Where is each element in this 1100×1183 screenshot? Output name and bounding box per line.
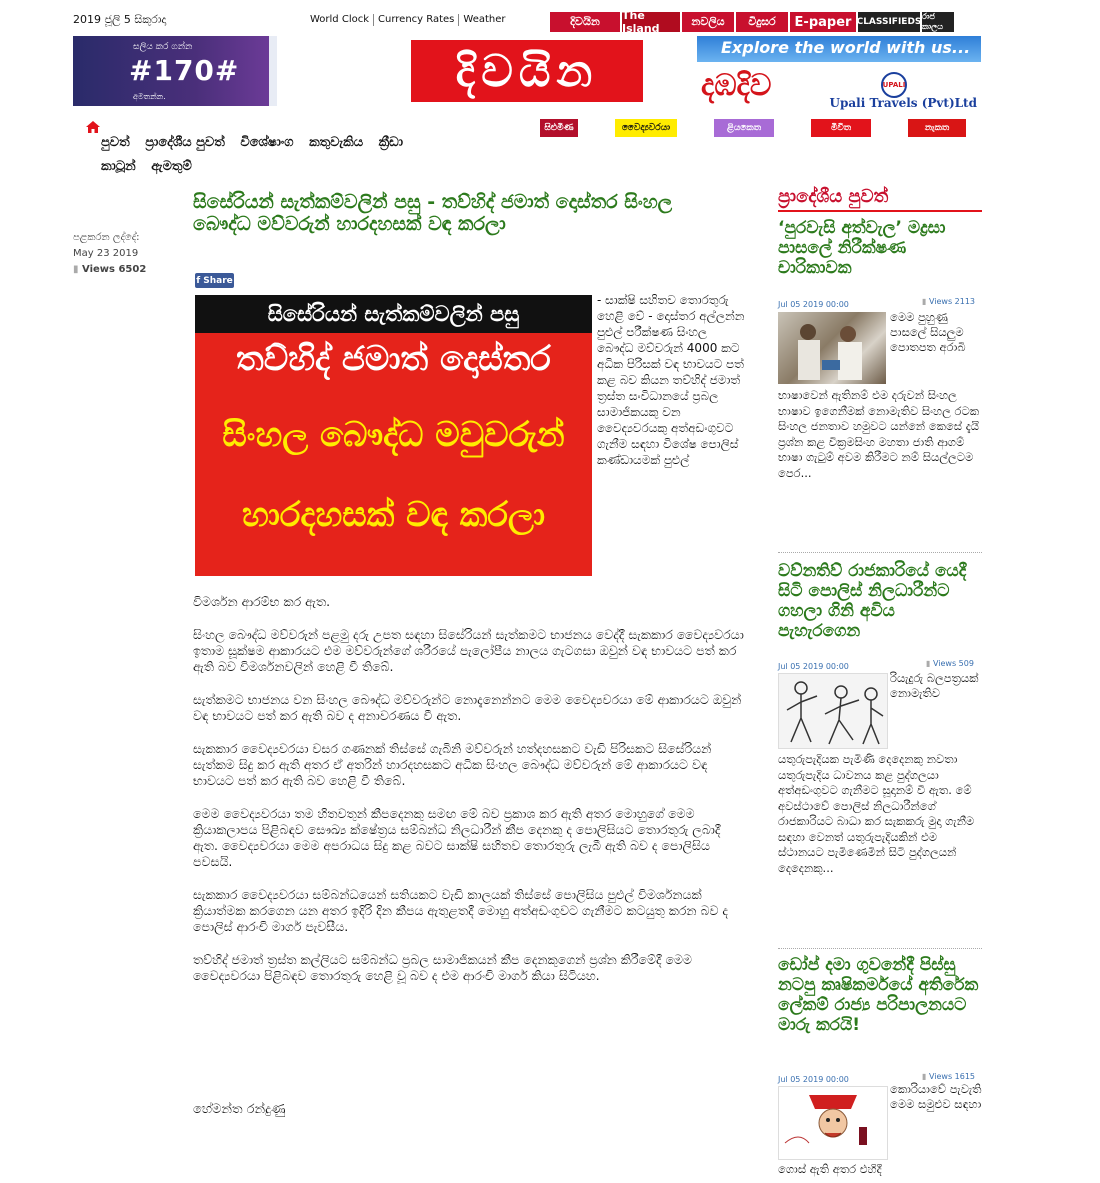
upali-travels-banner[interactable] [697, 36, 981, 112]
supplement-links [540, 119, 966, 137]
divaina-logo[interactable]: දිවයින [411, 40, 643, 102]
supplement-meevitha[interactable]: මීවිත [811, 119, 871, 137]
sidebar-divider [778, 552, 982, 553]
share-label: Share [203, 275, 233, 286]
vidusara-pub-link[interactable]: විදුසර [736, 12, 788, 32]
facebook-share-button[interactable] [195, 273, 234, 288]
header-date: 2019 ජූලි 5 සිකුරාදා [73, 13, 167, 26]
ad-tagline: Explore the world with us... [721, 38, 971, 57]
sidebar-story-date: Jul 05 2019 00:00 [778, 662, 849, 671]
sidebar-story-body: යතුරුපැදියක පැමිණි දෙදෙනකු නවතා යතුරුපැදිය ධාවනය කළ පුද්ගලයා අත්අඩංගුවට ගැනීමට සූදානම් වී ඇත. මේ අවස්ථාවේ පොලිස් නිලධාරීන්ගේ රාජකාරියට බාධා කර සැකකරු මුදා ගැනීම සඳහා වෙනත් යතුරුපැදියකින් එම ස්ථානයට පැමිණෙමින් සිටි පුද්ගලයන් දෙදෙනකු... [778, 752, 975, 875]
facebook-icon: f [196, 275, 204, 286]
mobile-promo-banner[interactable] [73, 36, 277, 106]
island-pub-link[interactable]: The Island [622, 12, 680, 32]
article-author: හේමන්ත රන්දුණු [193, 1102, 286, 1117]
upali-badge-icon: UPALI [881, 72, 907, 98]
ad-company: Upali Travels (Pvt)Ltd [829, 96, 977, 110]
supplement-vaidya[interactable]: වෛද්‍යවරයා [615, 119, 677, 137]
supplement-liyaketha[interactable]: ළියකෙත [714, 119, 774, 137]
bar-chart-icon: ▮ [922, 1072, 929, 1081]
sidebar-story-views: ▮ Views 509 [926, 659, 974, 668]
nav-item-news[interactable]: පුවත් [101, 135, 130, 150]
hero-line-1: තව්හිද් ජමාත් දොස්තර [236, 339, 551, 379]
article-paragraph: තව්හිද් ජමාත් ත්‍රස්ත කල්ලියට සම්බන්ධ ප්‍රබල සාමාජිකයන් කීප දෙනකුගෙන් ප්‍රශ්න කිරීමේදී මෙම වෛද්‍යවරයා පිළිබඳව තොරතුරු හෙළි වූ බව ද එම ආරංචි මාර්ග කියා සිටියහ. [193, 952, 693, 983]
sidebar-story-lead: රියැදුරු බලපත්‍රයක් නොමැතිව [890, 671, 979, 700]
bar-chart-icon: ▮ [922, 297, 929, 306]
hero-line-2: සිංහල බෞද්ධ මවුවරුන් [222, 415, 565, 455]
article-body [193, 594, 745, 988]
navaliya-pub-link[interactable]: නවලිය [682, 12, 734, 32]
main-nav [101, 131, 461, 179]
sidebar-story-lead: කොරියාවේ පැවැති මෙම සමුළුව සඳහා [890, 1082, 982, 1111]
article-paragraph: මෙම වෛද්‍යවරයා තම හිතවතුන් කීපදෙනකු සමඟ මේ බව ප්‍රකාශ කර ඇති අතර මොහුගේ මෙම ක්‍රියාකලාපය පිළිබඳව සෞඛ්‍ය ක්ෂේත්‍රය සම්බන්ධ නිලධාරීන් කීප දෙනකු ද පොලිසියට තොරතුරු ලබාදී ඇත. වෛද්‍යවරයා මෙම අපරාධය සිදු කළ බවට සාක්ෂි සහිතව තොරතුරු ලැබී ඇති බව ද පොලිසිය පවසයි. [193, 806, 721, 869]
sidebar-story-headline[interactable]: වව්නතිව් රාජකාරියේ යෙදී සිටි පොලිස් නිලධාරීන්ට ගහලා ගිනි අවිය පැහැරගෙන [778, 561, 967, 641]
article-meta [73, 230, 153, 278]
sidebar-story-lead: මෙම පුහුණු පාසලේ සියලුම පොතපත අරාබි [890, 310, 966, 354]
sidebar-story-image[interactable] [778, 1086, 888, 1160]
nav-item-sports[interactable]: ක්‍රීඩා [378, 135, 404, 150]
nav-item-editorial[interactable]: කතුවැකිය [309, 135, 364, 150]
article-headline: සිසේරියන් සැත්කම්වලින් පසු - තව්හිද් ජමාත් දොස්තර සිංහල බෞද්ධ මව්වරුන් හාරදහසක් වඳ කරලා [193, 191, 673, 235]
sidebar-title: ප්‍රාදේශීය පුවත් [778, 186, 982, 212]
weather-link[interactable]: Weather [463, 14, 506, 25]
hero-line-3: හාරදහසක් වඳ කරලා [241, 495, 546, 535]
article-hero-image [195, 295, 592, 576]
sidebar-story-headline[interactable]: ඩෝප් දමා ගුවනේදී පිස්සු නටපු කෘෂිකර්මයේ අතිරේක ලේකම් රාජ්‍ය පරිපාලනයට මාරු කරයි! [778, 955, 979, 1035]
divaina-pub-link[interactable]: දිවයින [550, 12, 620, 32]
updated-label: පළකරන ලද්දේ: [73, 232, 140, 243]
supplement-silumina[interactable]: සිළුමිණ [540, 119, 578, 137]
sidebar-story-headline[interactable]: ‘පුරවැසි අත්වැල’ මද්‍රසා පාසලේ නිරීක්ෂණ චාරිකාවක [778, 218, 946, 278]
sidebar-story-views: ▮ Views 2113 [922, 297, 976, 306]
raja-kalaya-link[interactable]: රාජ කාලය [922, 12, 954, 32]
sidebar-story-image[interactable] [778, 673, 888, 749]
nav-item-cartoons[interactable]: කාටූන් [101, 159, 136, 174]
world-clock-link[interactable]: World Clock [310, 14, 374, 26]
bar-chart-icon: ▮ [926, 659, 933, 668]
updated-date: May 23 2019 [73, 248, 139, 259]
currency-rates-link[interactable]: Currency Rates [374, 14, 459, 26]
article-intro-text: - සාක්ෂි සහිතව තොරතුරු හෙළි වේ - දොස්තර අල්ලන්න පුළුල් පරීක්ෂණ සිංහල බෞද්ධ මව්වරුන් 4000 කට අධික පිරිසක් වඳ භාවයට පත් කළ බව කියන තව්හිද් ජමාත් ත්‍රස්ත සංවිධානයේ ප්‍රබල සාමාජිකයකු වන වෛද්‍යවරයකු අත්අඩංගුවට ගැනීම සඳහා විශේෂ පොලිස් කණ්ඩායමක් පුළුල් [597, 293, 745, 467]
hero-strip-text: සිසේරියන් සැත්කම්වලින් පසු [195, 295, 592, 333]
utility-links [310, 14, 510, 26]
home-icon[interactable] [86, 118, 100, 137]
classifieds-link[interactable]: CLASSIFIEDS [858, 12, 920, 32]
sidebar-story-date: Jul 05 2019 00:00 [778, 300, 849, 309]
sidebar-story-views: ▮ Views 1615 [922, 1072, 976, 1081]
sidebar-story-image[interactable] [778, 312, 886, 384]
sidebar-story-date: Jul 05 2019 00:00 [778, 1075, 849, 1084]
bar-chart-icon: ▮ [73, 264, 79, 275]
ad-brand: දඹදිව [701, 68, 772, 103]
promo-code: #170# [129, 54, 240, 87]
nav-item-regional[interactable]: ප්‍රාදේශීය පුවත් [145, 135, 225, 150]
article-paragraph: සැකකාර වෛද්‍යවරයා වසර ගණනක් තිස්සේ ගැබිනි මව්වරුන් හත්දහසකට වැඩි පිරිසකට සිසේරියන් සැත්කම සිදු කර ඇති අතර ඒ අතරින් හාරදහසකට අධික සිංහල බෞද්ධ මව්වරුන් මේ ආකාරයට වඳ භාවයට පත් කර ඇති බව හෙළි වී තිබේ. [193, 741, 712, 788]
publication-links [550, 9, 954, 35]
sidebar-divider [778, 948, 982, 949]
supplement-nakatha[interactable]: නැකත [908, 119, 966, 137]
article-views: Views 6502 [82, 264, 147, 275]
nav-item-features[interactable]: විශේෂාංග [240, 135, 294, 150]
sidebar-story-body: භාෂාවෙන් ඇතිනම් එම දරුවන් සිංහල භාෂාව ඉගෙනීමක් නොමැතිව සිංහල රටක සිංහල ජනතාව හමුවට යන්නේ කෙසේ දැයි ප්‍රශ්න කළ වික්‍රමසිංහ මහතා ජාති ආගම් භාෂා ගැටුම් අවම කිරීමට නම් සියල්ලටම පෙර... [778, 388, 980, 480]
epaper-link[interactable]: E-paper [790, 12, 856, 32]
article-paragraph: සිංහල බෞද්ධ මව්වරුන් පළමු දරු උපත සඳහා සිසේරියන් සැත්කමට භාජනය වෙද්දී සැකකාර වෛද්‍යවරයා ඉතාම සූක්ෂම ආකාරයට එම මව්වරුන්ගේ ශරීරයේ පැලෝපීය නාලය ගැටගසා ඔවුන් වඳ භාවයට පත් කර ඇති බව විමර්ශනවලින් හෙළි වී තිබේ. [193, 627, 744, 674]
nav-item-contact[interactable]: ඇමතුම් [151, 159, 192, 174]
promo-bottom-text: අමතන්න. [133, 92, 166, 101]
article-paragraph: සැත්කමට භාජනය වන සිංහල බෞද්ධ මව්වරුන්ට නොදැනෙන්නට මෙම වෛද්‍යවරයා මේ ආකාරයට ඔවුන් වඳ භාවයට පත් කර ඇති බව ද අනාවරණය වී ඇත. [193, 692, 742, 723]
article-paragraph: විමර්ශන ආරම්භ කර ඇත. [193, 594, 331, 609]
sidebar-story-body: ගොස් ඇති අතර එහිදී [778, 1162, 882, 1176]
article-paragraph: සැකකාර වෛද්‍යවරයා සම්බන්ධයෙන් සතියකට වැඩි කාලයක් තිස්සේ පොලිසිය පුළුල් විමර්ශනයක් ක්‍රියාත්මක කරගෙන යන අතර ඉදිරි දින කීපය ඇතුළතදී මොහු අත්අඩංගුවට ගැනීමට කටයුතු කරන බව ද පොලිස් ආරංචි මාර්ග පැවසීය. [193, 887, 728, 934]
promo-top-text: සලිය කර ගන්න [133, 42, 193, 52]
